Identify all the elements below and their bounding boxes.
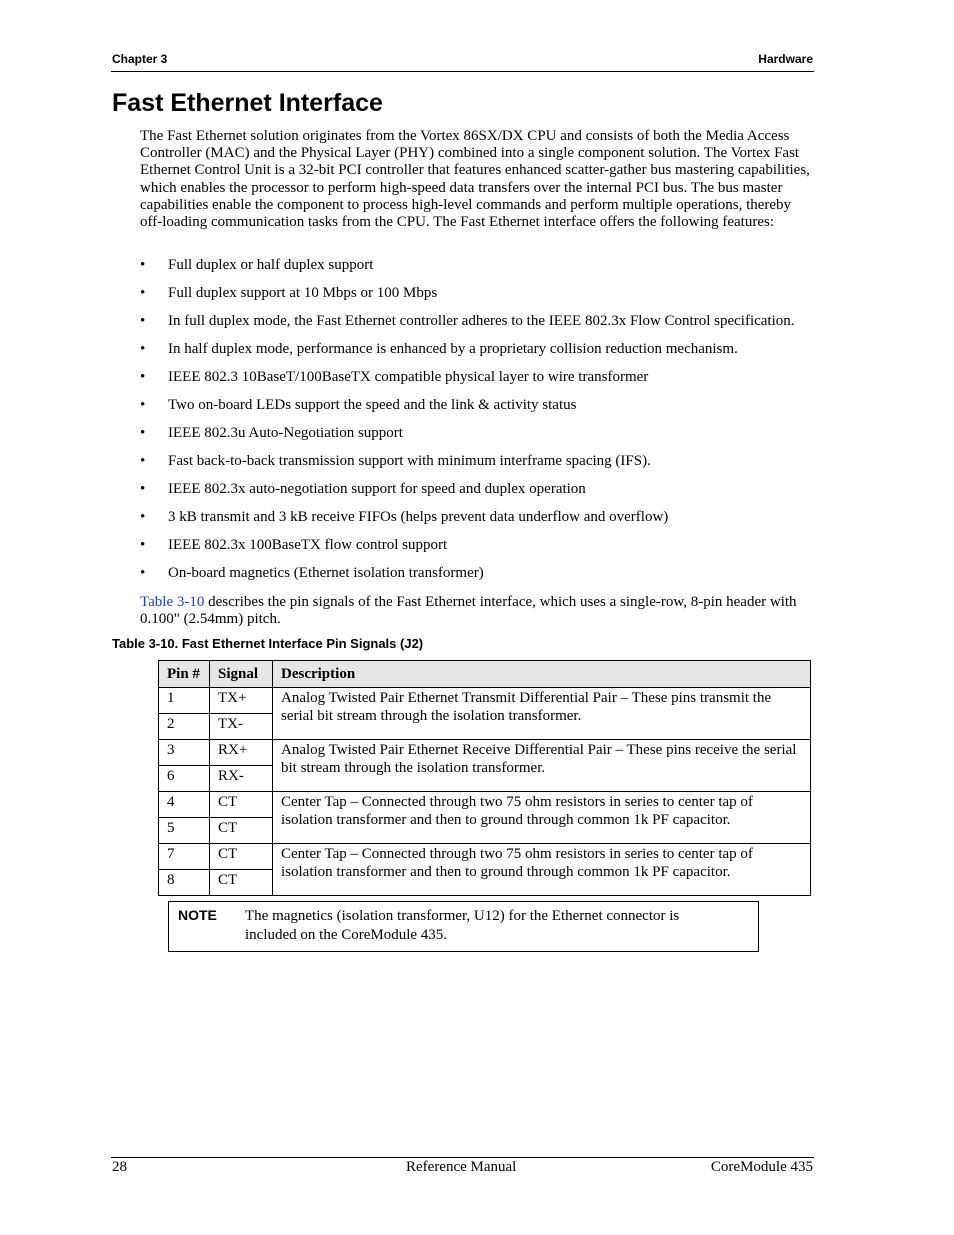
pin-cell: 1 [159, 688, 210, 714]
bullet-icon: • [140, 369, 146, 385]
feature-text: IEEE 802.3x 100BaseTX flow control support [168, 537, 448, 553]
table-link[interactable]: Table 3-10 [140, 594, 205, 610]
note-box [168, 901, 759, 952]
col-signal: Signal [210, 661, 273, 688]
signal-cell: CT [210, 818, 273, 844]
table-caption: Table 3-10. Fast Ethernet Interface Pin Signals (J2) [112, 636, 424, 651]
chapter-label: Chapter 3 [112, 52, 168, 66]
pin-cell: 4 [159, 792, 210, 818]
pin-cell: 7 [159, 844, 210, 870]
bullet-icon: • [140, 537, 146, 553]
description-cell: Analog Twisted Pair Ethernet Receive Differential Pair – These pins receive the serial bit stream through the isolation transformer. [273, 740, 811, 792]
reference-text: describes the pin signals of the Fast Ethernet interface, which uses a single-row, 8-pin header with 0.100" (2.54mm) pitch. [140, 594, 797, 628]
pin-signals-table [158, 660, 811, 896]
table-row [159, 844, 811, 870]
feature-item [140, 285, 820, 313]
feature-text: In half duplex mode, performance is enhanced by a proprietary collision reduction mechanism. [168, 341, 738, 357]
table-row [159, 688, 811, 714]
signal-cell: CT [210, 844, 273, 870]
footer-right: CoreModule 435 [710, 1159, 813, 1175]
signal-cell: CT [210, 870, 273, 896]
signal-cell: RX- [210, 766, 273, 792]
feature-text: Two on-board LEDs support the speed and the link & activity status [168, 397, 577, 413]
feature-item [140, 341, 820, 369]
bullet-icon: • [140, 509, 146, 525]
bullet-icon: • [140, 257, 146, 273]
feature-text: On-board magnetics (Ethernet isolation transformer) [168, 565, 484, 581]
bullet-icon: • [140, 565, 146, 581]
description-cell: Center Tap – Connected through two 75 ohm resistors in series to center tap of isolation transformer and then to ground through common 1k PF capacitor. [273, 844, 811, 896]
col-pin: Pin # [159, 661, 210, 688]
footer-rule [111, 1157, 814, 1158]
intro-paragraph: The Fast Ethernet solution originates from the Vortex 86SX/DX CPU and consists of both the Media Access Controller (MAC) and the Physical Layer (PHY) combined into a single component solution. The Vortex Fast Ethernet Control Unit is a 32-bit PCI controller that features enhanced scatter-gather bus mastering capabilities, which enables the processor to perform high-speed data transfers over the internal PCI bus. The bus master capabilities enable the component to process high-level commands and perform multiple operations, thereby off-loading communication tasks from the CPU. The Fast Ethernet interface offers the following features: [140, 128, 810, 231]
feature-text: In full duplex mode, the Fast Ethernet controller adheres to the IEEE 802.3x Flow Control specification. [168, 313, 795, 329]
pin-cell: 6 [159, 766, 210, 792]
table-header-row [159, 661, 811, 688]
description-cell: Center Tap – Connected through two 75 ohm resistors in series to center tap of isolation transformer and then to ground through common 1k PF capacitor. [273, 792, 811, 844]
note-label: NOTE [178, 907, 217, 923]
feature-text: Fast back-to-back transmission support with minimum interframe spacing (IFS). [168, 453, 651, 469]
pin-cell: 5 [159, 818, 210, 844]
bullet-icon: • [140, 285, 146, 301]
section-label: Hardware [758, 52, 813, 66]
header-rule [111, 71, 814, 72]
pin-cell: 2 [159, 714, 210, 740]
feature-item [140, 565, 820, 593]
table-row [159, 792, 811, 818]
feature-item [140, 537, 820, 565]
signal-cell: CT [210, 792, 273, 818]
feature-text: 3 kB transmit and 3 kB receive FIFOs (helps prevent data underflow and overflow) [168, 509, 669, 525]
bullet-icon: • [140, 341, 146, 357]
feature-text: IEEE 802.3u Auto-Negotiation support [168, 425, 403, 441]
feature-item [140, 425, 820, 453]
feature-text: Full duplex support at 10 Mbps or 100 Mbps [168, 285, 438, 301]
bullet-icon: • [140, 313, 146, 329]
feature-item [140, 453, 820, 481]
page-number: 28 [112, 1159, 127, 1175]
bullet-icon: • [140, 453, 146, 469]
bullet-icon: • [140, 481, 146, 497]
feature-item [140, 369, 820, 397]
signal-cell: TX+ [210, 688, 273, 714]
col-description: Description [273, 661, 811, 688]
feature-item [140, 257, 820, 285]
feature-text: IEEE 802.3 10BaseT/100BaseTX compatible physical layer to wire transformer [168, 369, 649, 385]
feature-list [140, 257, 820, 593]
reference-paragraph [140, 594, 815, 628]
page-title: Fast Ethernet Interface [112, 89, 383, 117]
bullet-icon: • [140, 425, 146, 441]
signal-cell: RX+ [210, 740, 273, 766]
feature-item [140, 397, 820, 425]
feature-text: Full duplex or half duplex support [168, 257, 374, 273]
bullet-icon: • [140, 397, 146, 413]
pin-cell: 8 [159, 870, 210, 896]
feature-text: IEEE 802.3x auto-negotiation support for speed and duplex operation [168, 481, 586, 497]
feature-item [140, 509, 820, 537]
note-text: The magnetics (isolation transformer, U12) for the Ethernet connector is included on the CoreModule 435. [245, 908, 680, 943]
feature-item [140, 313, 820, 341]
feature-item [140, 481, 820, 509]
pin-cell: 3 [159, 740, 210, 766]
signal-cell: TX- [210, 714, 273, 740]
table-row [159, 740, 811, 766]
footer-center: Reference Manual [406, 1159, 517, 1175]
description-cell: Analog Twisted Pair Ethernet Transmit Differential Pair – These pins transmit the serial bit stream through the isolation transformer. [273, 688, 811, 740]
